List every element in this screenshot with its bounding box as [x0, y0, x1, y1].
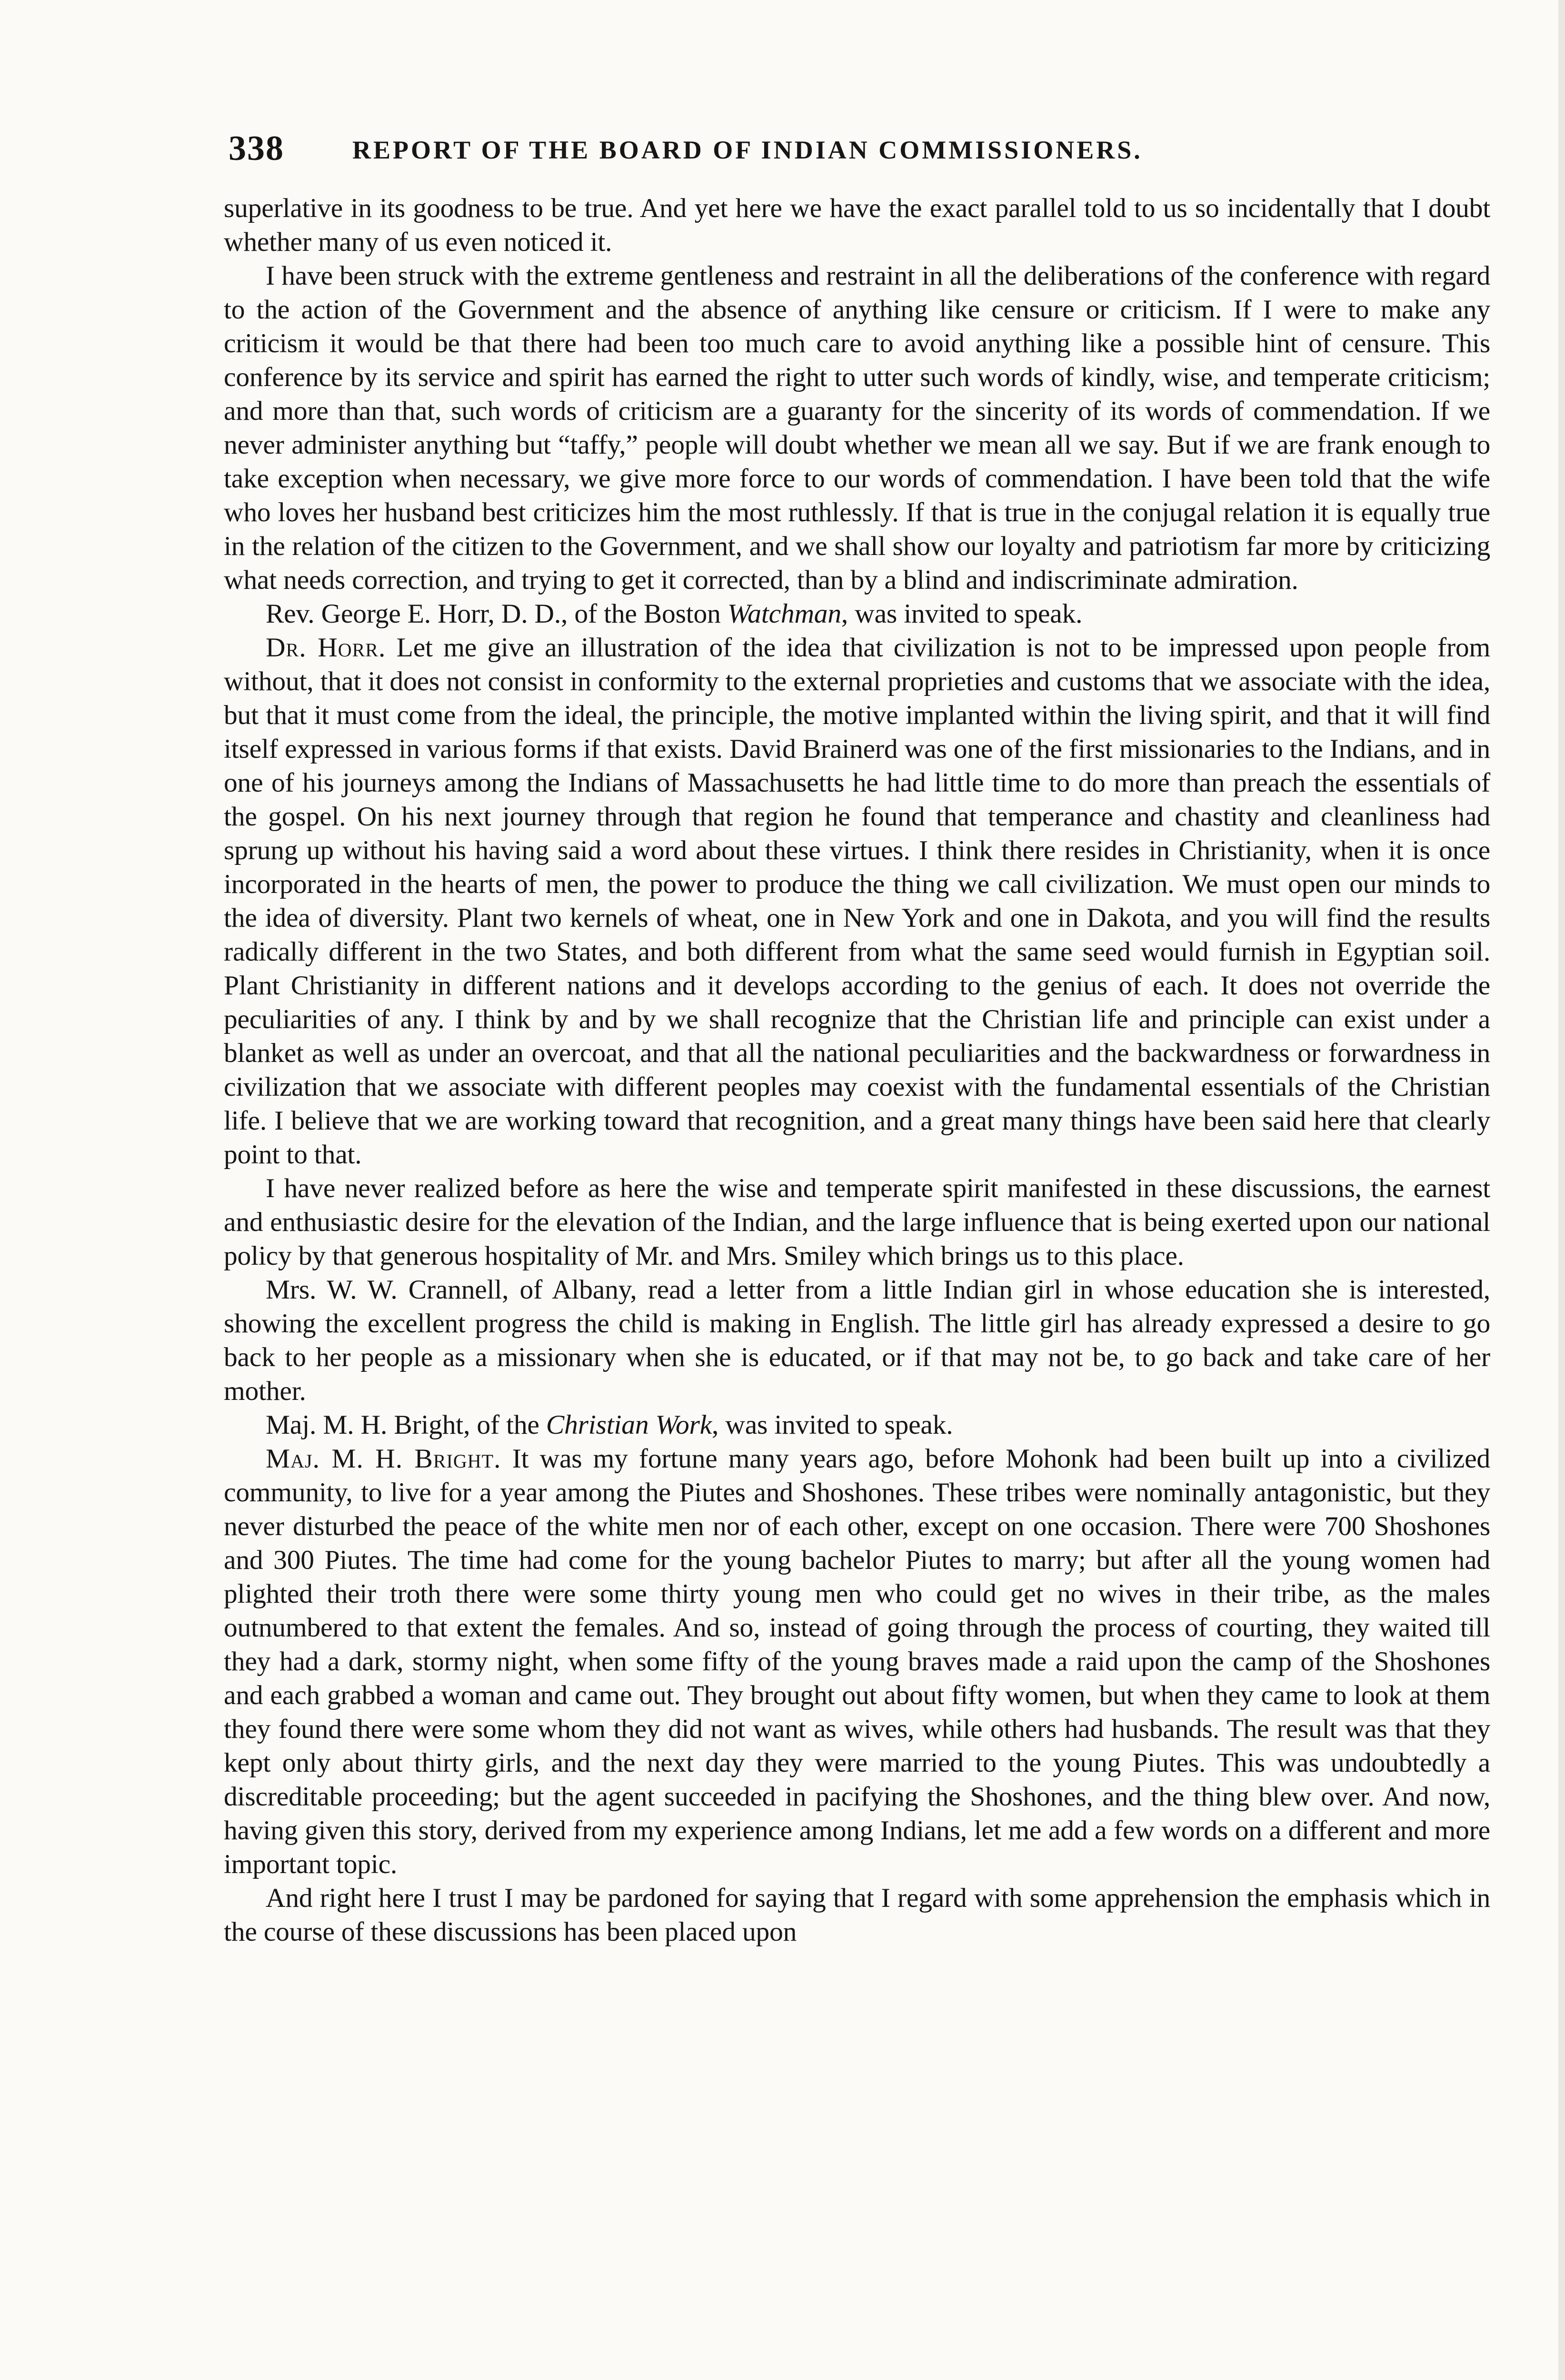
- paragraph-horr-intro: [224, 597, 1490, 631]
- running-head: [224, 129, 1490, 181]
- body-text: [224, 191, 1490, 1949]
- paragraph-continuation: superlative in its goodness to be true. And yet here we have the exact parallel told to us so incidentally that I doubt whether many of us even noticed it.: [224, 193, 1490, 257]
- paragraph-gentleness: I have been struck with the extreme gentleness and restraint in all the deliberations of the conference with regard to the action of the Government and the absence of anything like censure or criticism. If I were to make any criticism it would be that there had been too much care to avoid anything like a possible hint of censure. This conference by its service and spirit has earned the right to utter such words of kindly, wise, and temperate criticism; and more than that, such words of criticism are a guaranty for the sincerity of its words of commendation. If we never administer anything but “taffy,” people will doubt whether we mean all we say. But if we are frank enough to take exception when necessary, we give more force to our words of commendation. I have been told that the wife who loves her husband best criticizes him the most ruthlessly. If that is true in the conjugal relation it is equally true in the relation of the citizen to the Government, and we shall show our loyalty and patriotism far more by criticizing what needs correction, and trying to get it corrected, than by a blind and indiscriminate admiration.: [224, 261, 1490, 595]
- publication-christian-work: Christian Work: [546, 1410, 712, 1440]
- speaker-bright: Maj. M. H. Bright.: [266, 1444, 501, 1474]
- horr-speech-text: Let me give an illustration of the idea that civilization is not to be impressed upon people from without, that it does not consist in conformity to the external proprieties and customs that we associate with the idea, but that it must come from the ideal, the principle, the motive implanted within the living spirit, and that it will find itself expressed in various forms if that exists. David Brainerd was one of the first missionaries to the Indians, and in one of his journeys among the Indians of Massachusetts he had little time to do more than preach the essentials of the gospel. On his next journey through that region he found that temperance and chastity and cleanliness had sprung up without his having said a word about these virtues. I think there resides in Christianity, when it is once incorporated in the hearts of men, the power to produce the thing we call civilization. We must open our minds to the idea of diversity. Plant two kernels of wheat, one in New York and one in Dakota, and you will find the results radically different in the two States, and both different from what the same seed would furnish in Egyptian soil. Plant Christianity in different nations and it develops according to the genius of each. It does not override the peculiarities of any. I think by and by we shall recognize that the Christian life and principle can exist under a blanket as well as under an overcoat, and that all the national peculiarities and the backwardness or forwardness in civilization that we associate with different peoples may coexist with the fundamental essentials of the Christian life. I believe that we are working toward that recognition, and a great many things have been said here that clearly point to that.: [224, 633, 1490, 1170]
- horr-intro-after: , was invited to speak.: [841, 599, 1083, 629]
- paragraph-apprehension: And right here I trust I may be pardoned for saying that I regard with some apprehension the emphasis which in the course of these discussions has been placed upon: [224, 1883, 1490, 1947]
- publication-watchman: Watchman: [727, 599, 841, 629]
- bright-intro-before: Maj. M. H. Bright, of the: [266, 1410, 546, 1440]
- paragraph-smiley: I have never realized before as here the wise and temperate spirit manifested in these discussions, the earnest and enthusiastic desire for the elevation of the Indian, and the large influence that is being exerted upon our national policy by that generous hospitality of Mr. and Mrs. Smiley which brings us to this place.: [224, 1173, 1490, 1271]
- paragraph-bright-intro: [224, 1408, 1490, 1442]
- speaker-horr: Dr. Horr.: [266, 633, 386, 663]
- scan-edge-right: [1558, 0, 1565, 2380]
- paragraph-bright-speech: [224, 1442, 1490, 1881]
- page-number: 338: [229, 129, 284, 168]
- bright-intro-after: , was invited to speak.: [712, 1410, 953, 1440]
- horr-intro-before: Rev. George E. Horr, D. D., of the Boston: [266, 599, 728, 629]
- paragraph-horr-speech: [224, 631, 1490, 1171]
- paragraph-crannell: Mrs. W. W. Crannell, of Albany, read a letter from a little Indian girl in whose education she is interested, showing the excellent progress the child is making in English. The little girl has already expressed a desire to go back to her people as a missionary when she is educated, or if that may not be, to go back and take care of her mother.: [224, 1275, 1490, 1406]
- running-head-title: REPORT OF THE BOARD OF INDIAN COMMISSIONERS.: [352, 136, 1143, 164]
- bright-speech-text: It was my fortune many years ago, before Mohonk had been built up into a civilized community, to live for a year among the Piutes and Shoshones. These tribes were nominally antagonistic, but they never disturbed the peace of the white men nor of each other, except on one occasion. There were 700 Shoshones and 300 Piutes. The time had come for the young bachelor Piutes to marry; but after all the young women had plighted their troth there were some thirty young men who could get no wives in their tribe, as the males outnumbered to that extent the females. And so, instead of going through the process of courting, they waited till they had a dark, stormy night, when some fifty of the young braves made a raid upon the camp of the Shoshones and each grabbed a woman and came out. They brought out about fifty women, but when they came to look at them they found there were some whom they did not want as wives, while others had husbands. The result was that they kept only about thirty girls, and the next day they were married to the young Piutes. This was undoubtedly a discreditable proceeding; but the agent succeeded in pacifying the Shoshones, and the thing blew over. And now, having given this story, derived from my experience among Indians, let me add a few words on a different and more important topic.: [224, 1444, 1490, 1879]
- page: [224, 129, 1490, 1949]
